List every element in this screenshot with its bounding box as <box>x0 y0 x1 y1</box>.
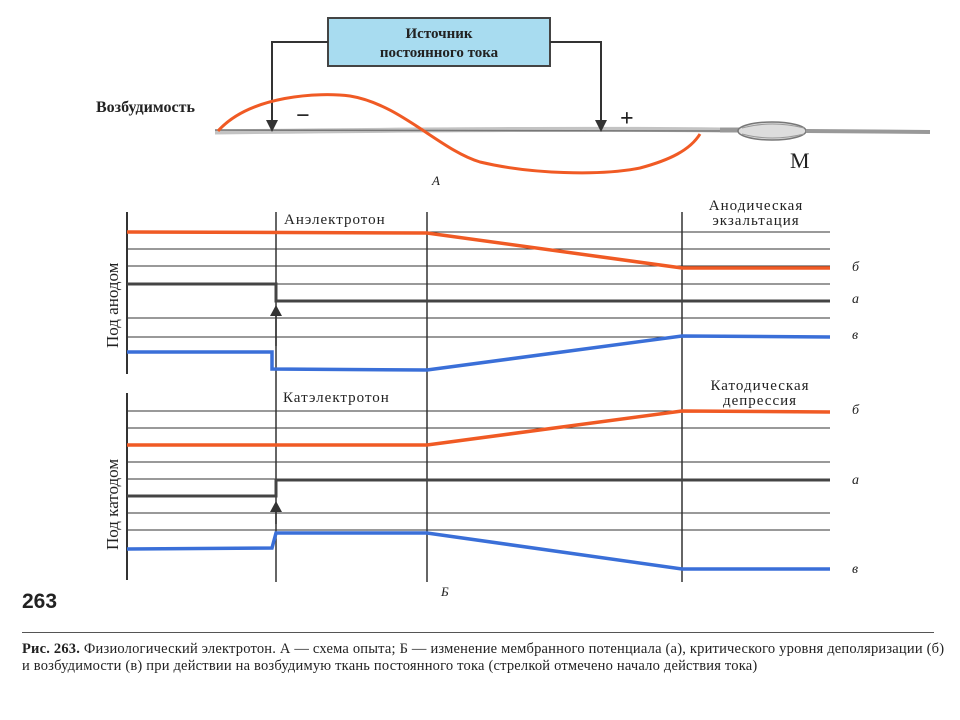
under-anode-label: Под анодом <box>103 262 122 348</box>
cathodic-label-line2: депрессия <box>722 393 798 409</box>
series-letter-a-cathode: а <box>852 473 859 488</box>
caption-divider <box>22 632 934 633</box>
series-letter-b-anode: б <box>852 260 860 275</box>
figure-caption <box>22 641 952 675</box>
panel-a-label: А <box>432 173 440 188</box>
cathode-curve-a <box>127 480 830 496</box>
muscle-label: М <box>790 148 810 173</box>
anode-curve-b <box>127 232 830 268</box>
scheme-panel <box>96 18 930 188</box>
plus-sign: + <box>620 106 634 132</box>
anode-curve-v <box>127 336 830 370</box>
graph-panel <box>103 198 860 599</box>
caption-lead: Рис. 263. <box>22 641 81 657</box>
source-label-line1: Источник <box>405 26 473 42</box>
panel-b-label: Б <box>441 584 449 599</box>
cathode-curve-v <box>127 533 830 569</box>
series-letter-a-anode: а <box>852 292 859 307</box>
anelectroton-label: Анэлектротон <box>284 212 386 228</box>
series-letter-b-cathode: б <box>852 403 860 418</box>
series-letter-v-cathode: в <box>852 562 859 577</box>
katelectroton-label: Катэлектротон <box>283 390 390 406</box>
under-cathode-label: Под катодом <box>103 458 122 550</box>
figure-number: 263 <box>22 590 58 613</box>
arrow-icon <box>270 305 282 346</box>
minus-sign: − <box>296 103 310 129</box>
wire-right <box>550 42 601 124</box>
anode-curve-a <box>127 284 830 301</box>
anodic-label-line1: Анодическая <box>708 198 804 214</box>
cathodic-label-line1: Катодическая <box>710 378 810 394</box>
cathode-grid <box>127 411 830 530</box>
excitability-label: Возбудимость <box>96 99 195 116</box>
caption-text: Физиологический электротон. А — схема опыта; Б — изменение мембранного потенциала (а), критического уровня деполяризации (б) и возбудимости (в) при действии на возбудимую ткань постоянного тока (стрелкой отмечено начало действия тока) <box>22 641 945 674</box>
source-label-line2: постоянного тока <box>379 45 499 61</box>
muscle <box>720 122 930 140</box>
series-letter-v-anode: в <box>852 328 859 343</box>
anodic-label-line2: экзальтация <box>712 213 800 229</box>
